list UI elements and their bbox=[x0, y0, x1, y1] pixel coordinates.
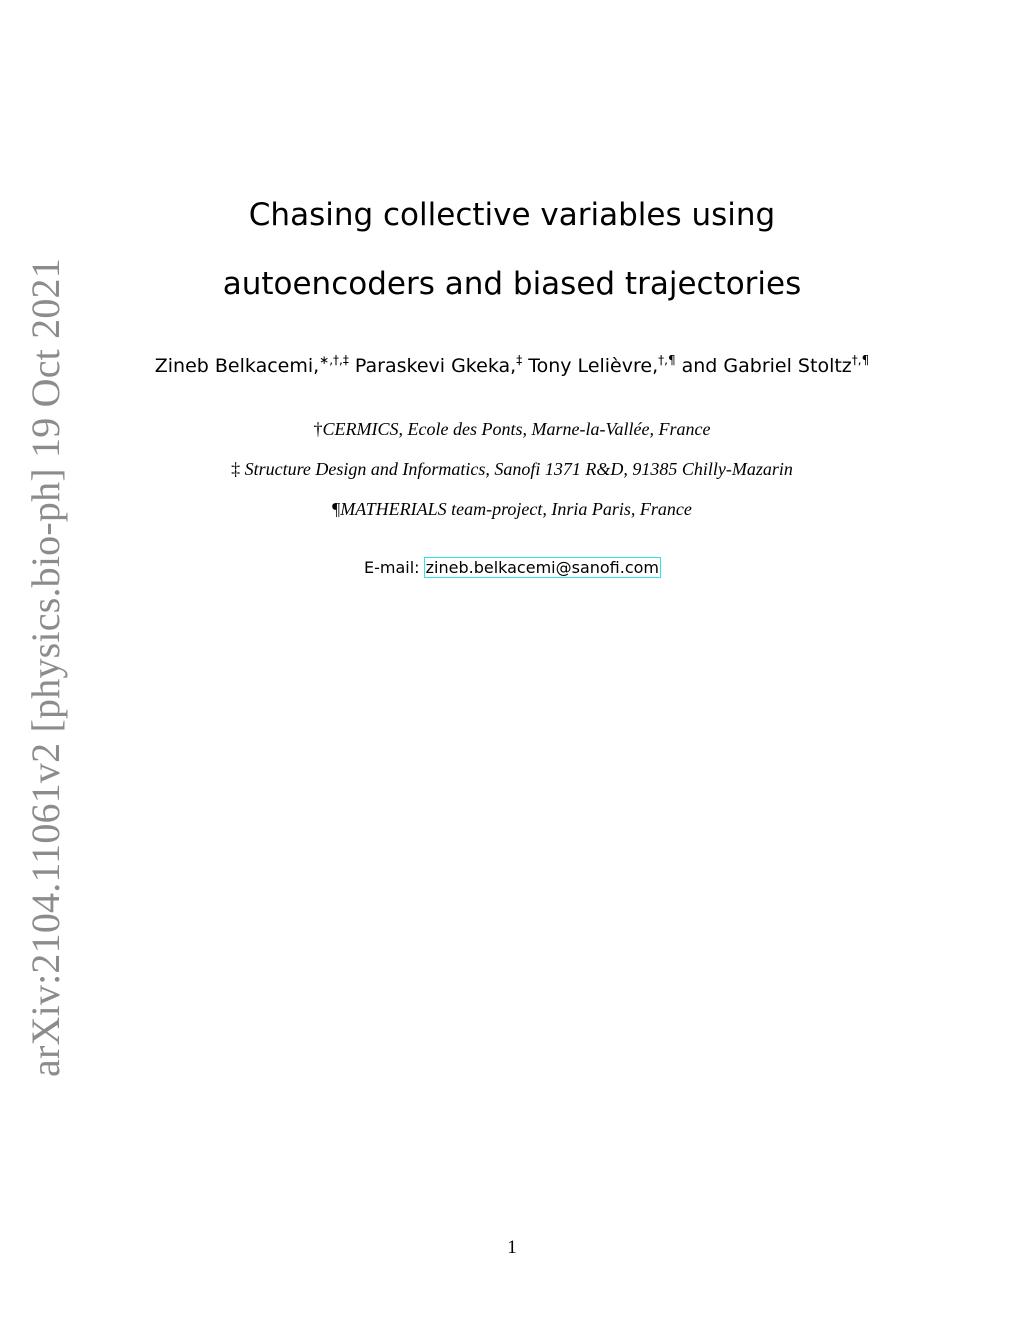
affiliation-mark: † bbox=[313, 419, 323, 439]
author-name: Paraskevi Gkeka, bbox=[354, 355, 517, 377]
contact-email bbox=[80, 557, 944, 579]
paper-title-line-2: autoencoders and biased trajectories bbox=[222, 266, 802, 302]
affiliation-text: Structure Design and Informatics, Sanofi 1371 R&D, 91385 Chilly-Mazarin bbox=[240, 459, 793, 479]
arxiv-stamp bbox=[18, 257, 72, 1077]
affiliation-mark: ¶ bbox=[332, 499, 341, 519]
author-affiliation-marks: ‡ bbox=[516, 353, 523, 367]
author-affiliation-marks: †,¶ bbox=[851, 353, 870, 367]
author-name: Zineb Belkacemi, bbox=[154, 355, 320, 377]
paper-title-line-1: Chasing collective variables using bbox=[248, 197, 776, 233]
affiliation-inria bbox=[80, 498, 944, 520]
arxiv-stamp-text: arXiv:2104.11061v2 [physics.bio-ph] 19 Oct 2021 bbox=[22, 257, 68, 1077]
affiliation-cermics bbox=[80, 418, 944, 440]
page-number: 1 bbox=[507, 1237, 517, 1258]
author-name: Tony Lelièvre, bbox=[528, 355, 659, 377]
affiliation-mark: ‡ bbox=[231, 459, 241, 479]
affiliation-text: MATHERIALS team-project, Inria Paris, France bbox=[340, 499, 692, 519]
author-list bbox=[80, 352, 944, 380]
affiliation-sanofi bbox=[80, 458, 944, 480]
affiliation-text: CERMICS, Ecole des Ponts, Marne-la-Vallée, France bbox=[322, 419, 711, 439]
author-name: and Gabriel Stoltz bbox=[681, 355, 852, 377]
author-affiliation-marks: ∗,†,‡ bbox=[319, 353, 349, 367]
email-label: E-mail: bbox=[363, 558, 420, 577]
email-link[interactable]: zineb.belkacemi@sanofi.com bbox=[425, 558, 660, 577]
author-affiliation-marks: †,¶ bbox=[658, 353, 676, 367]
